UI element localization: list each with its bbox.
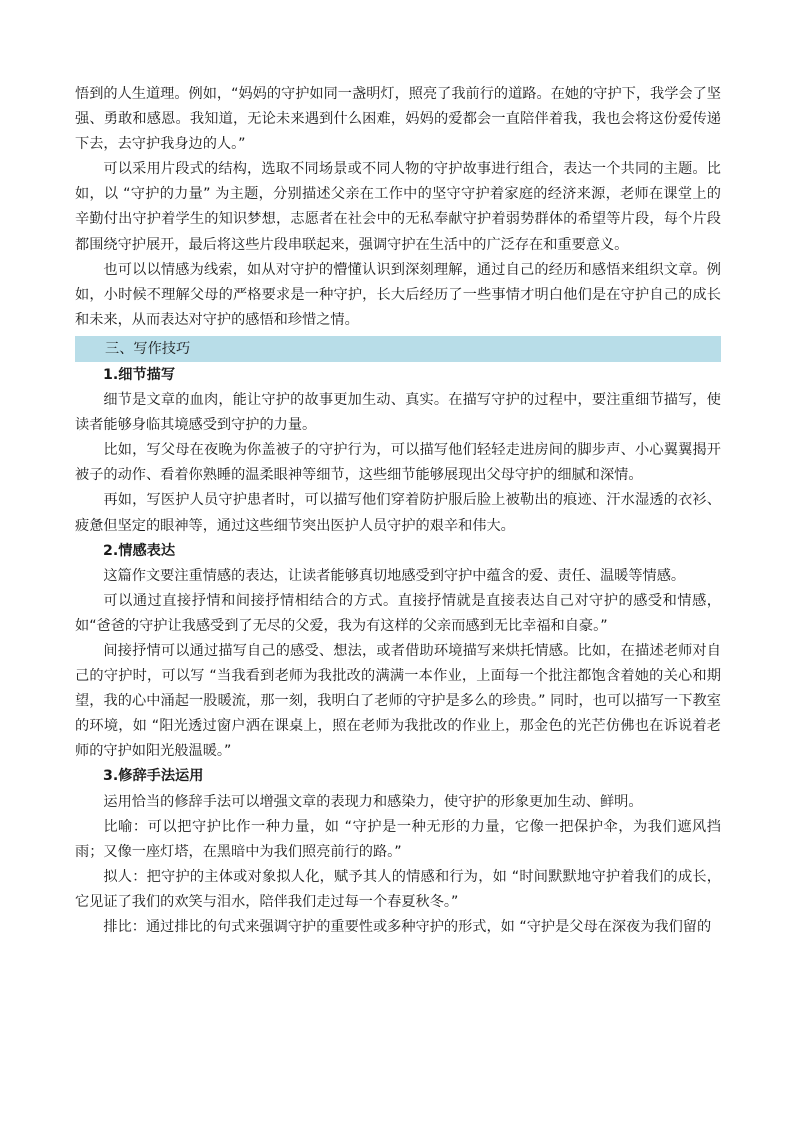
paragraph: 运用恰当的修辞手法可以增强文章的表现力和感染力，使守护的形象更加生动、鲜明。 — [103, 793, 643, 810]
paragraph: 可以通过直接抒情和间接抒情相结合的方式。直接抒情就是直接表达自己对守护的感受和情感，如“爸爸的守护让我感受到了无尽的父爱，我为有这样的父亲而感到无比幸福和自豪。” — [75, 592, 721, 634]
paragraph: 再如，写医护人员守护患者时，可以描写他们穿着防护服后脸上被勒出的痕迹、汗水湿透的衣衫、疲惫但坚定的眼神等，通过这些细节突出医护人员守护的艰辛和伟大。 — [75, 492, 721, 534]
paragraph: 排比：通过排比的句式来强调守护的重要性或多种守护的形式，如 “守护是父母在深夜为我们留的 — [103, 919, 712, 935]
subsection-heading-emotion: 2.情感表达 — [103, 542, 176, 559]
paragraph-emotion-clue: 也可以以情感为线索，如从对守护的懵懂认识到深刻理解，通过自己的经历和感悟来组织文章。例如，小时候不理解父母的严格要求是一种守护，长大后经历了一些事情才明白他们是在守护自己的成长和未来，从而表达对守护的感悟和珍惜之情。 — [75, 261, 721, 328]
subsection-heading-rhetoric: 3.修辞手法运用 — [103, 768, 204, 785]
section-heading-writing-skills — [75, 336, 721, 362]
paragraph-continuation: 悟到的人生道理。例如，“妈妈的守护如同一盏明灯，照亮了我前行的道路。在她的守护下，我学会了坚强、勇敢和感恩。我知道，无论未来遇到什么困难，妈妈的爱都会一直陪伴着我，我也会将这份爱传递下去，去守护我身边的人。” — [75, 86, 721, 153]
paragraph-fragment-structure: 可以采用片段式的结构，选取不同场景或不同人物的守护故事进行组合，表达一个共同的主题。比如，以 “守护的力量” 为主题，分别描述父亲在工作中的坚守守护着家庭的经济来源，老师在课堂上的辛勤付出守护着学生的知识梦想，志愿者在社会中的无私奉献守护着弱势群体的希望等片段，每个片段都围绕守护展开，最后将这些片段串联起来，强调守护在生活中的广泛存在和重要意义。 — [75, 161, 721, 253]
document-page — [75, 82, 721, 940]
paragraph: 比喻：可以把守护比作一种力量，如 “守护是一种无形的力量，它像一把保护伞，为我们遮风挡雨；又像一座灯塔，在黑暗中为我们照亮前行的路。” — [75, 818, 721, 860]
section-heading-text: 三、写作技巧 — [105, 340, 191, 357]
paragraph: 这篇作文要注重情感的表达，让读者能够真切地感受到守护中蕴含的爱、责任、温暖等情感。 — [103, 567, 686, 584]
paragraph: 间接抒情可以通过描写自己的感受、想法，或者借助环境描写来烘托情感。比如，在描述老师对自己的守护时，可以写 “当我看到老师为我批改的满满一本作业，上面每一个批注都饱含着她的关心和期望，我的心中涌起一股暖流，那一刻，我明白了老师的守护是多么的珍贵。” 同时，也可以描写一下教室的环境，如 “阳光透过窗户洒在课桌上，照在老师为我批改的作业上，那金色的光芒仿佛也在诉说着老师的守护如阳光般温暖。” — [75, 642, 721, 760]
paragraph: 比如，写父母在夜晚为你盖被子的守护行为，可以描写他们轻轻走进房间的脚步声、小心翼翼揭开被子的动作、看着你熟睡的温柔眼神等细节，这些细节能够展现出父母守护的细腻和深情。 — [75, 442, 721, 484]
paragraph: 拟人：把守护的主体或对象拟人化，赋予其人的情感和行为，如 “时间默默地守护着我们的成长，它见证了我们的欢笑与泪水，陪伴我们走过每一个春夏秋冬。” — [75, 868, 721, 910]
paragraph: 细节是文章的血肉，能让守护的故事更加生动、真实。在描写守护的过程中，要注重细节描写，使读者能够身临其境感受到守护的力量。 — [75, 392, 721, 434]
subsection-heading-detail: 1.细节描写 — [103, 366, 176, 383]
